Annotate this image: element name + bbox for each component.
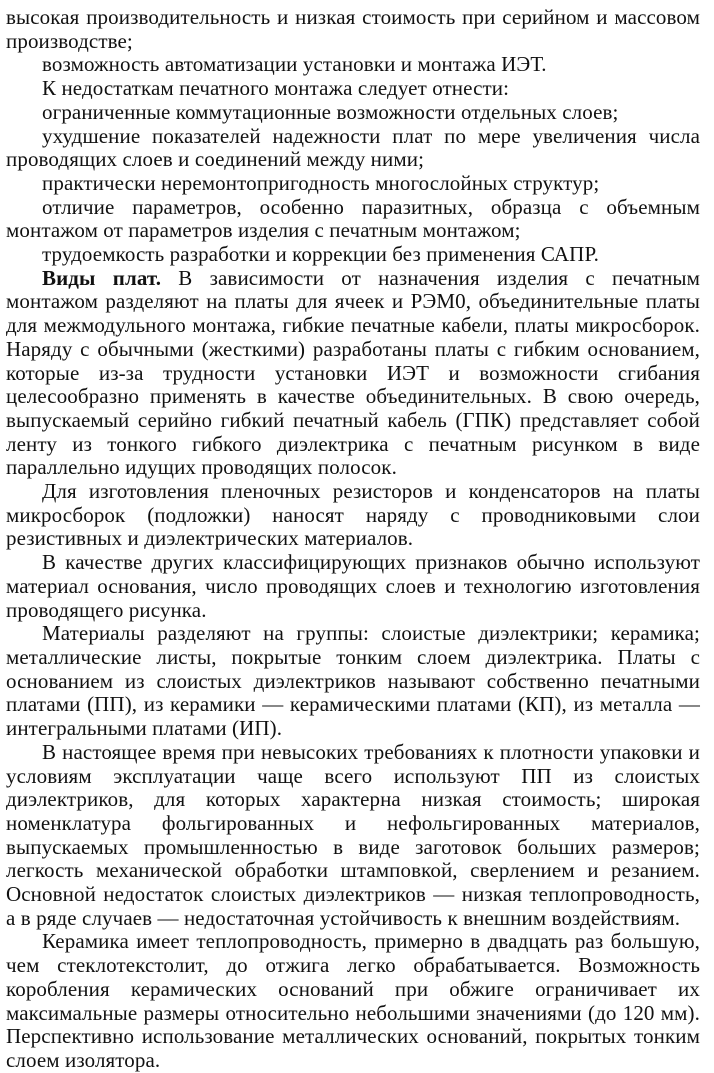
paragraph-2: возможность автоматизации установки и монтажа ИЭТ. xyxy=(42,52,547,77)
paragraph-7: отличие параметров, особенно паразитных, образца с объемным монтажом от параметров изделия с печатным монтажом; xyxy=(6,194,700,243)
paragraph-1: высокая производительность и низкая стоимость при серийном и массовом производстве; xyxy=(6,5,700,53)
paragraph-12: Материалы разделяют на группы: слоистые диэлектрики; керамика; металлические листы, покрытые тонким слоем диэлектрика. Платы с основанием из слоистых диэлектриков называют собственно печатными платами (ПП), из керамики — керамическими платами (КП), из металла — интегральными платами (ИП). xyxy=(6,621,700,741)
paragraph-13: В настоящее время при невысоких требованиях к плотности упаковки и условиям эксплуатации чаще всего используют ПП из слоистых диэлектриков, для которых характерна низкая стоимость; широкая номенклатура фольгированных и нефольгированных материалов, выпускаемых промышленностью в виде заготовок больших размеров; легкость механической обработки штамповкой, сверлением и резанием. Основной недостаток слоистых диэлектриков — низкая теплопроводность, а в ряде случаев — недостаточная устойчивость к внешним воздействиям. xyxy=(6,739,700,930)
section-heading: Виды плат. xyxy=(42,265,162,290)
paragraph-11: В качестве других классифицирующих признаков обычно используют материал основания, число проводящих слоев и технологию изготовления проводящего рисунка. xyxy=(6,550,700,622)
paragraph-8: трудоемкость разработки и коррекции без применения САПР. xyxy=(42,242,599,267)
paragraph-6: практически неремонтопригодность многослойных структур; xyxy=(42,170,600,195)
paragraph-9-text: В зависимости от назначения изделия с печатным монтажом разделяют на платы для ячеек и РЭМ0, объединительные платы для межмодульного монтажа, гибкие печатные кабели, платы микросборок. Наряду с обычными (жесткими) разработаны платы с гибким основанием, которые из-за трудности установки ИЭТ и возможности сгибания целесообразно применять в качестве объединительных. В свою очередь, выпускаемый серийно гибкий печатный кабель (ГПК) представляет собой ленту из тонкого гибкого диэлектрика с печатным рисунком в виде параллельно идущих проводящих полосок. xyxy=(6,265,701,480)
paragraph-5: ухудшение показателей надежности плат по мере увеличения числа проводящих слоев и соединений между ними; xyxy=(6,123,700,172)
paragraph-3: К недостаткам печатного монтажа следует отнести: xyxy=(42,76,510,101)
paragraph-10: Для изготовления пленочных резисторов и конденсаторов на платы микросборок (подложки) наносят наряду с проводниковыми слои резистивных и диэлектрических материалов. xyxy=(6,479,700,551)
paragraph-4: ограниченные коммутационные возможности отдельных слоев; xyxy=(42,99,619,124)
paragraph-9 xyxy=(6,267,700,480)
paragraph-14: Керамика имеет теплопроводность, примерно в двадцать раз большую, чем стеклотекстолит, до отжига легко обрабатывается. Возможность коробления керамических оснований при обжиге ограничивает их максимальные размеры относительно небольшими значениями (до 120 мм). Перспективно использование металлических оснований, покрытых тонким слоем изолятора. xyxy=(6,929,700,1072)
document-page xyxy=(6,6,700,1073)
